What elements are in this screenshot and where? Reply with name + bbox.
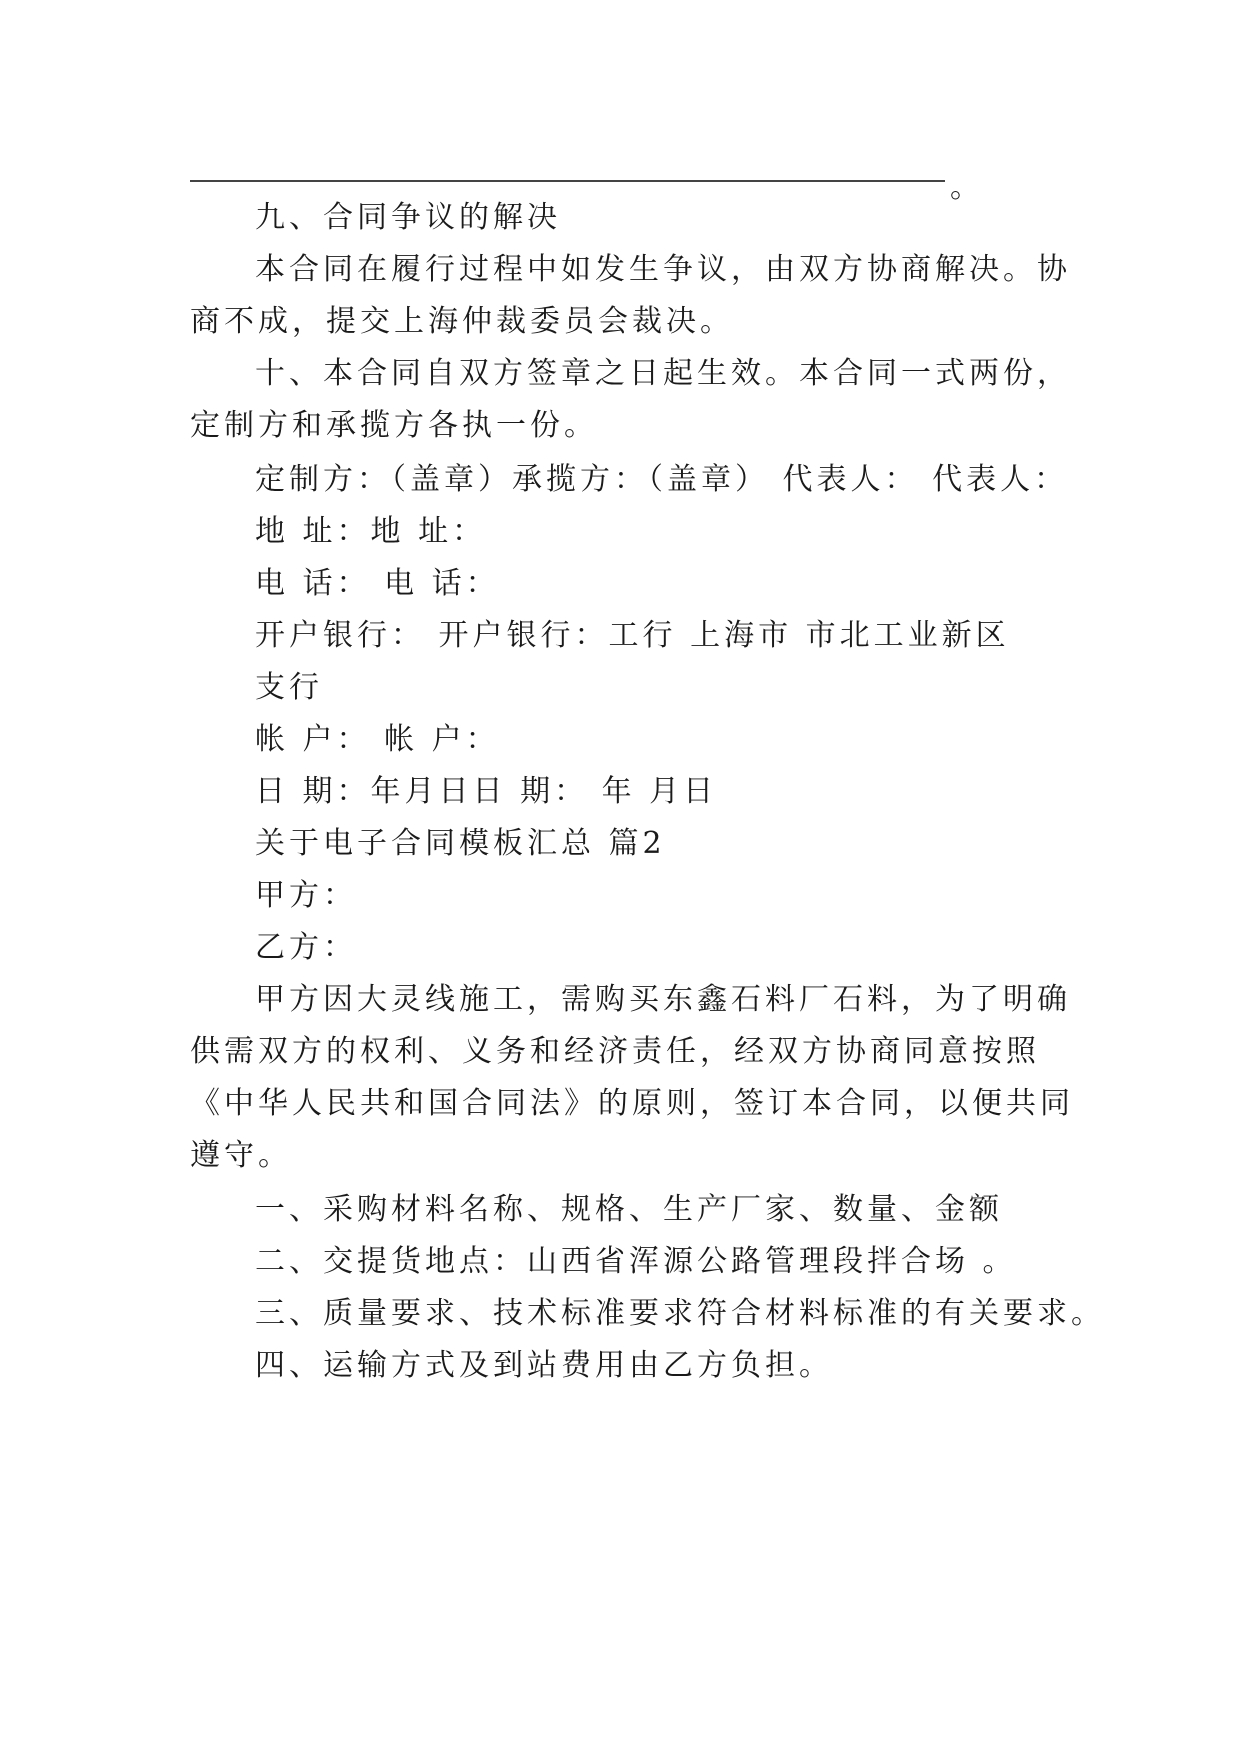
- dispute-clause-line-2: 商不成，提交上海仲裁委员会裁决。: [190, 304, 734, 339]
- dispute-clause-line-1: 本合同在履行过程中如发生争议，由双方协商解决。协: [255, 252, 1071, 287]
- clause-three: 三、质量要求、技术标准要求符合材料标准的有关要求。: [255, 1296, 1105, 1331]
- bank-line-1: 开户银行： 开户银行：工行 上海市 市北工业新区: [255, 618, 1010, 653]
- section-title-part-2: 关于电子合同模板汇总 篇2: [255, 826, 666, 861]
- signature-parties-line: 定制方：（盖章）承揽方：（盖章） 代表人： 代表人：: [255, 462, 1069, 497]
- account-line: 帐 户： 帐 户：: [255, 722, 500, 757]
- preamble-line-2: 供需双方的权利、义务和经济责任，经双方协商同意按照: [190, 1034, 1040, 1069]
- party-b-line: 乙方：: [255, 930, 357, 965]
- preamble-line-3: 《中华人民共和国合同法》的原则，签订本合同，以便共同: [190, 1086, 1074, 1121]
- section-nine-heading: 九、合同争议的解决: [255, 200, 561, 235]
- address-line: 地 址：地 址：: [255, 514, 487, 549]
- clause-four: 四、运输方式及到站费用由乙方负担。: [255, 1348, 833, 1383]
- party-a-line: 甲方：: [255, 878, 357, 913]
- blank-end-period: 。: [950, 170, 980, 205]
- preamble-line-1: 甲方因大灵线施工，需购买东鑫石料厂石料，为了明确: [255, 982, 1071, 1017]
- bank-line-2: 支行: [255, 670, 323, 705]
- clause-two: 二、交提货地点：山西省浑源公路管理段拌合场 。: [255, 1244, 1017, 1279]
- clause-one: 一、采购材料名称、规格、生产厂家、数量、金额: [255, 1192, 1003, 1227]
- section-ten-line-1: 十、本合同自双方签章之日起生效。本合同一式两份，: [255, 356, 1071, 391]
- section-ten-line-2: 定制方和承揽方各执一份。: [190, 408, 598, 443]
- date-line: 日 期：年月日日 期： 年 月日: [255, 774, 718, 809]
- fill-in-blank-underline: [190, 180, 945, 182]
- preamble-line-4: 遵守。: [190, 1138, 292, 1173]
- phone-line: 电 话： 电 话：: [255, 566, 500, 601]
